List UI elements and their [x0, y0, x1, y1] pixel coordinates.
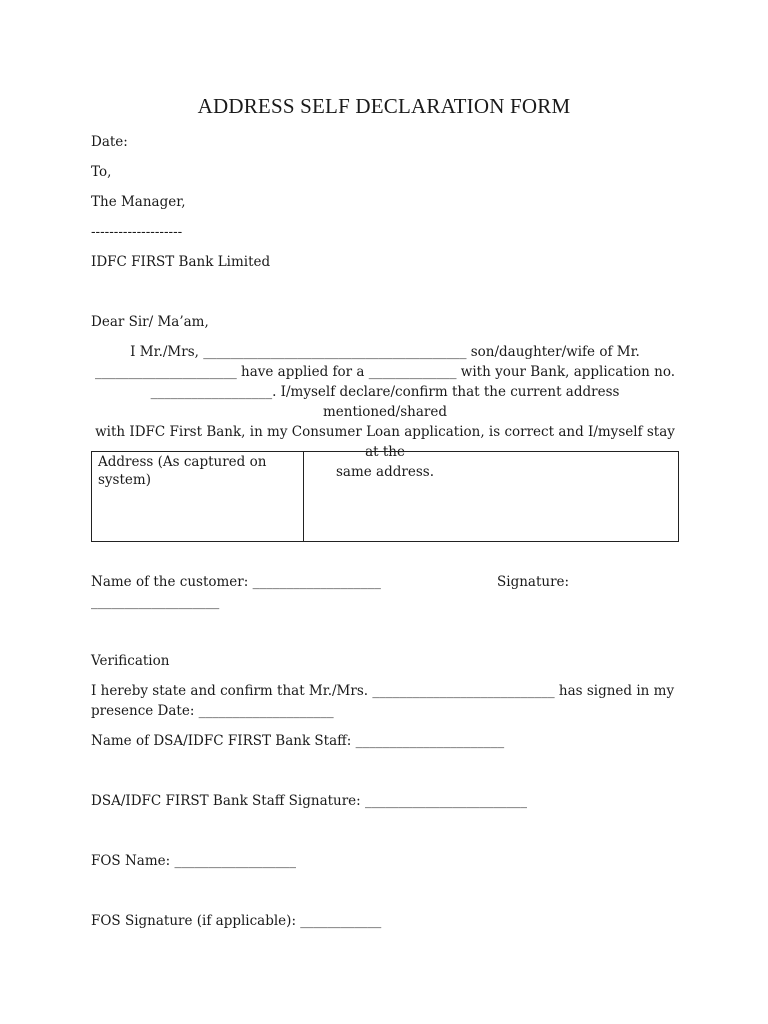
signature-blank: ___________________: [91, 594, 220, 610]
date-label: Date:: [91, 134, 128, 150]
verification-date: presence Date: ____________________: [91, 703, 334, 719]
dsa-staff-name-field: Name of DSA/IDFC FIRST Bank Staff: ______________________: [91, 733, 505, 749]
fos-name-field: FOS Name: __________________: [91, 853, 296, 869]
declaration-line: with IDFC First Bank, in my Consumer Loan application, is correct and I/myself stay at the: [95, 424, 675, 460]
address-label-cell: Address (As captured on system): [92, 452, 304, 541]
declaration-line: same address.: [336, 464, 434, 480]
to-label: To,: [91, 164, 112, 180]
verification-statement: I hereby state and confirm that Mr./Mrs. ___________________________ has signed in my: [91, 683, 675, 699]
manager-label: The Manager,: [91, 194, 186, 210]
bank-name: IDFC FIRST Bank Limited: [91, 254, 271, 270]
fos-signature-field: FOS Signature (if applicable): ____________: [91, 913, 382, 929]
dsa-staff-signature-field: DSA/IDFC FIRST Bank Staff Signature: ________________________: [91, 793, 528, 809]
verification-heading: Verification: [91, 653, 170, 669]
signature-label: Signature:: [497, 574, 570, 590]
address-value-cell[interactable]: [304, 452, 678, 541]
customer-name-field: Name of the customer: ___________________: [91, 574, 381, 590]
address-table: [91, 451, 679, 542]
declaration-line: I Mr./Mrs, _______________________________________ son/daughter/wife of Mr.: [130, 344, 640, 360]
form-title: ADDRESS SELF DECLARATION FORM: [197, 94, 571, 118]
dashes-line: --------------------: [91, 224, 183, 240]
salutation: Dear Sir/ Ma’am,: [91, 314, 209, 330]
declaration-line: __________________. I/myself declare/confirm that the current address mentioned/shared: [150, 384, 620, 420]
declaration-line: _____________________ have applied for a _____________ with your Bank, application no.: [94, 364, 676, 380]
